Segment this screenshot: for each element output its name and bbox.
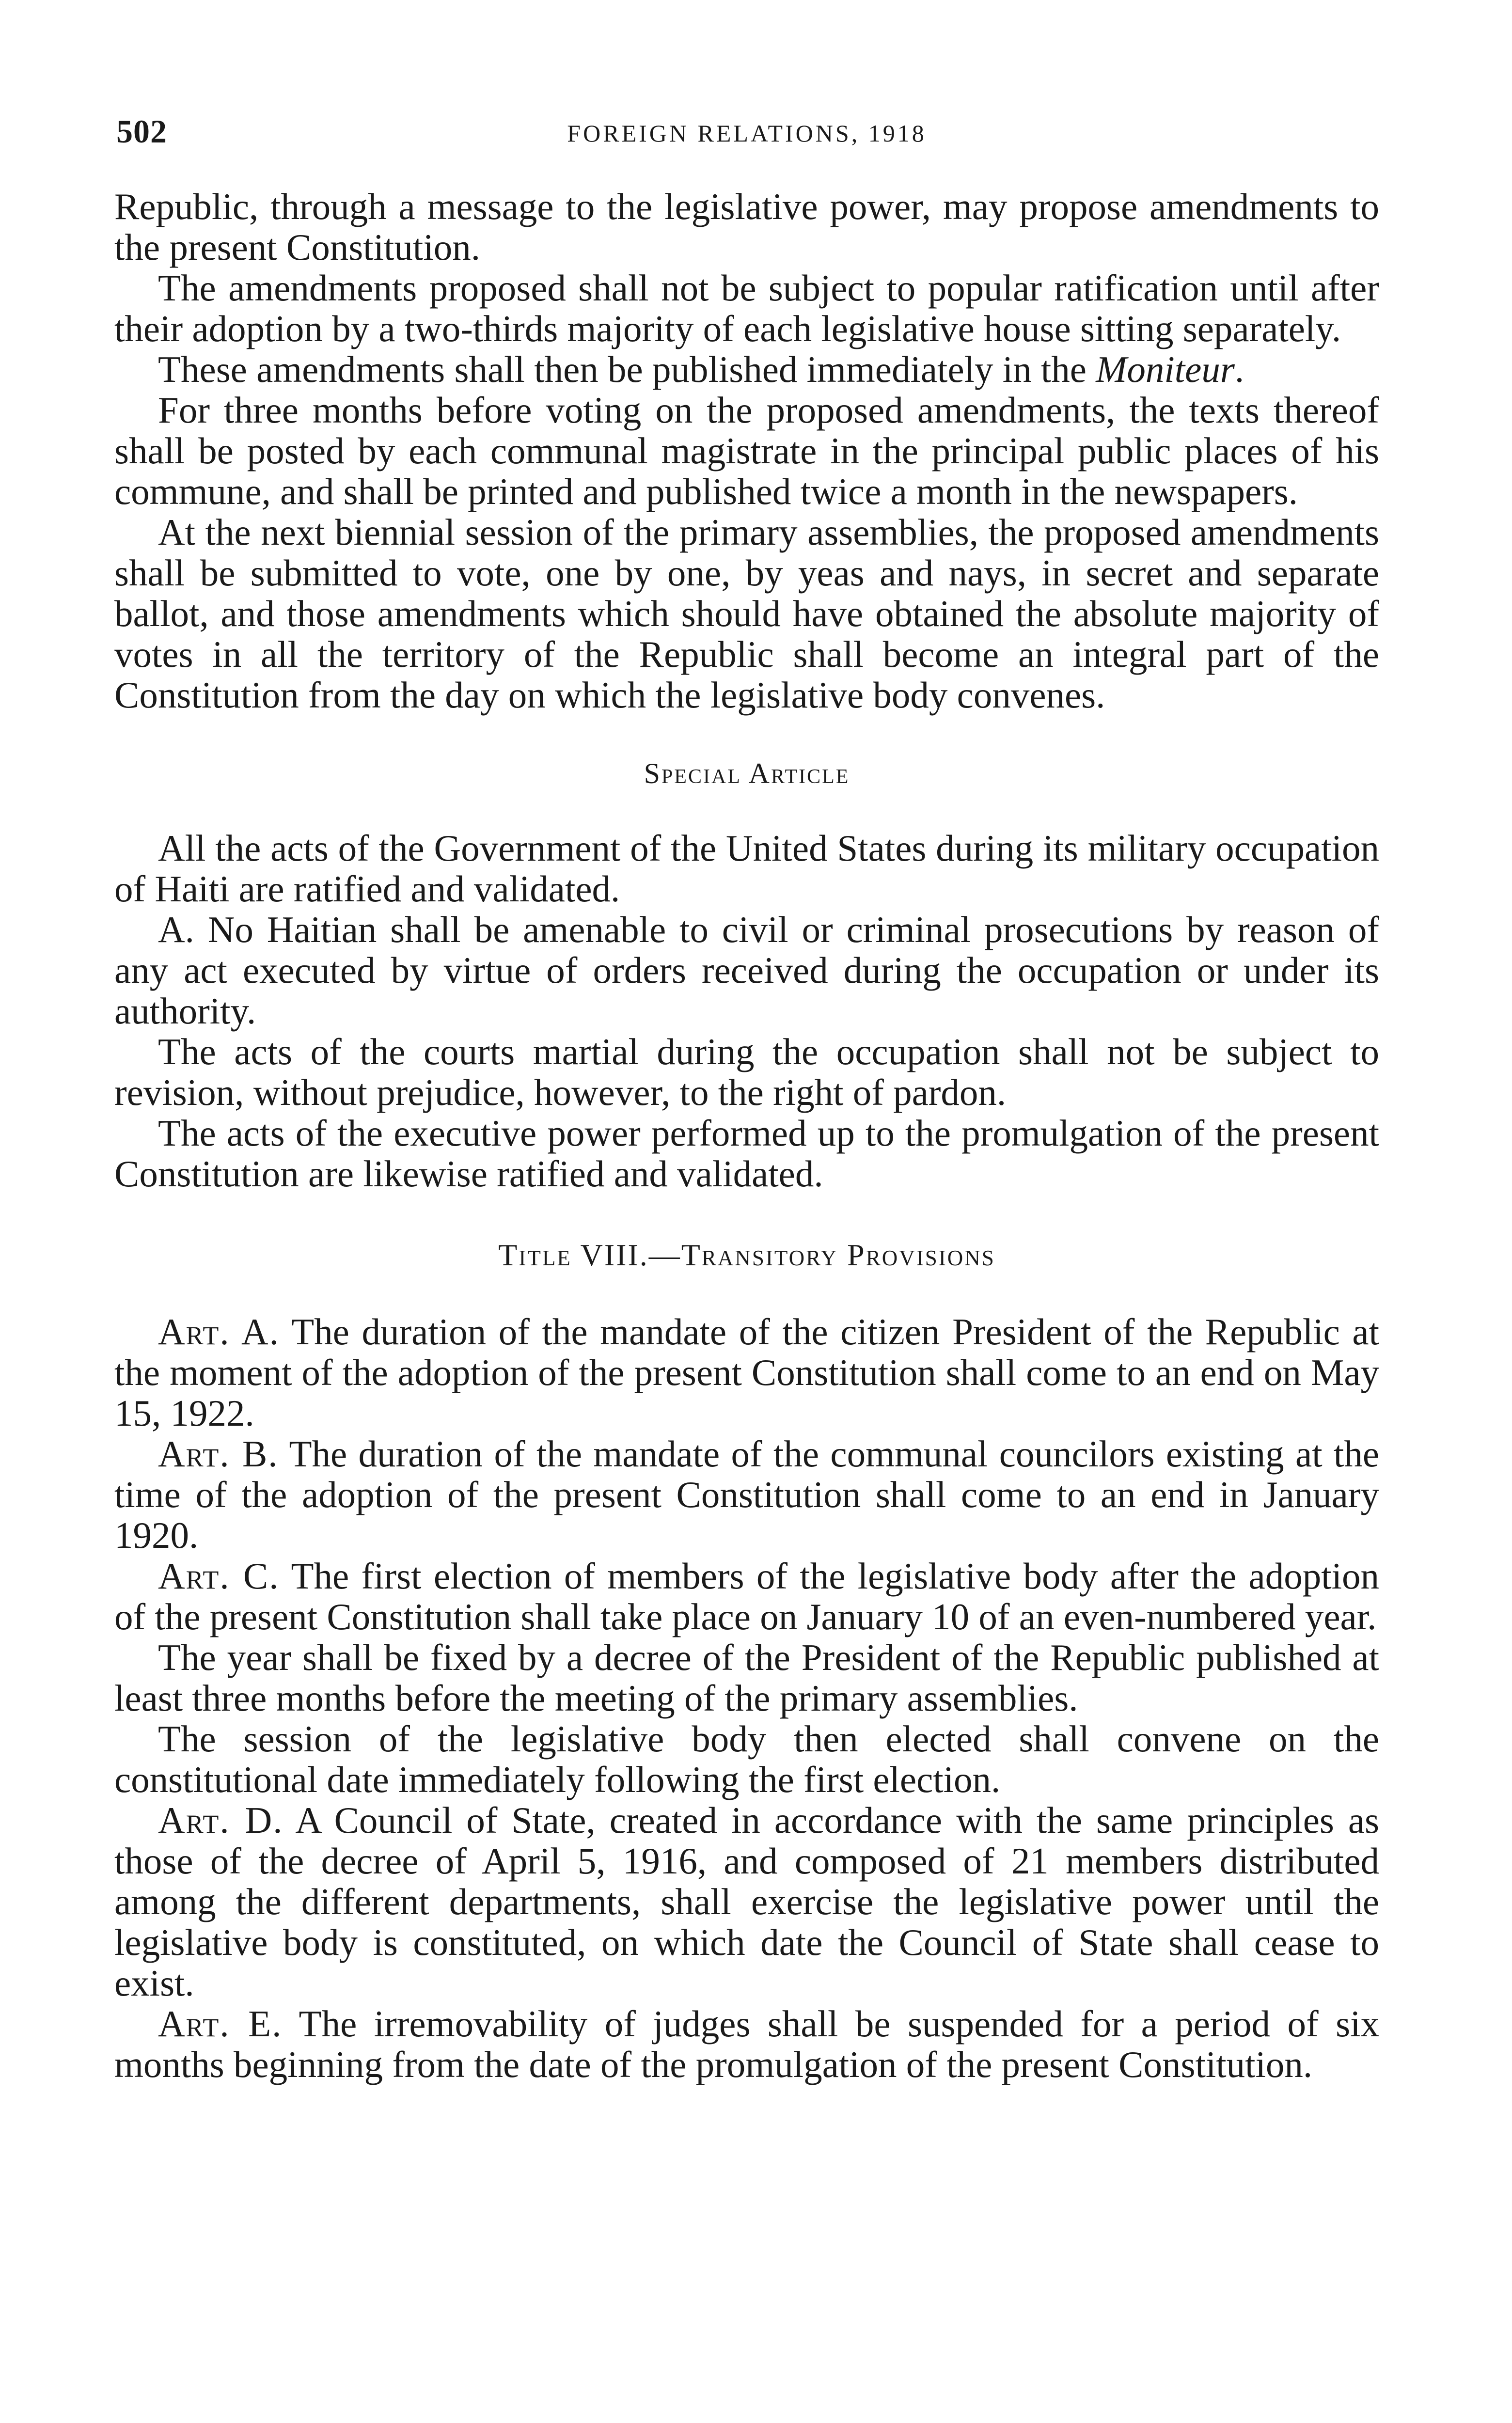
- paragraph-biennial-session: At the next biennial session of the primary assemblies, the proposed amendments shall be submitted to vote, one by one, by yeas and nays, in secret and separate ballot, and those amendments which should have obtained the absolute majority of votes in all the territory of the Republic shall become an integral part of the Constitution from the day on which the legislative body convenes.: [114, 511, 1379, 716]
- article-a-label: Art. A.: [158, 1311, 280, 1353]
- article-b: [114, 1433, 1379, 1556]
- article-c-paragraph-2: The year shall be fixed by a decree of the President of the Republic published at least three months before the meeting of the primary assemblies.: [114, 1636, 1379, 1719]
- article-c: [114, 1556, 1379, 1637]
- article-c-paragraph-3: The session of the legislative body then elected shall convene on the constitutional date immediately following the first election.: [114, 1718, 1379, 1800]
- body-text: [114, 186, 1379, 2085]
- article-e-text: The irremovability of judges shall be suspended for a period of six months beginning from the date of the promulgation of the present Constitution.: [114, 2003, 1379, 2085]
- article-e-label: Art. E.: [158, 2003, 283, 2045]
- article-a-text: The duration of the mandate of the citizen President of the Republic at the moment of the adoption of the present Constitution shall come to an end on May 15, 1922.: [114, 1311, 1380, 1434]
- special-article-heading: Special Article: [644, 757, 850, 789]
- paragraph-continued: Republic, through a message to the legislative power, may propose amendments to the present Constitution.: [114, 186, 1379, 268]
- article-e: [114, 2003, 1379, 2085]
- article-d: [114, 1800, 1379, 2003]
- moniteur-italic: Moniteur: [1096, 348, 1235, 390]
- article-c-text: The first election of members of the legislative body after the adoption of the present Constitution shall take place on January 10 of an even-numbered year.: [114, 1555, 1380, 1637]
- article-d-text: A Council of State, created in accordance with the same principles as those of the decree of April 5, 1916, and composed of 21 members distributed among the different departments, shall exercise the legislative power until the legislative body is constituted, on which date the Council of State shall cease to exist.: [114, 1799, 1379, 2004]
- special-article-paragraph: A. No Haitian shall be amenable to civil or criminal prosecutions by reason of any act executed by virtue of orders received during the occupation or under its authority.: [114, 909, 1379, 1032]
- title-viii-heading: Title VIII.—Transitory Provisions: [498, 1238, 995, 1272]
- article-d-label: Art. D.: [158, 1799, 284, 1841]
- paragraph-moniteur: [114, 349, 1379, 390]
- article-c-label: Art. C.: [158, 1555, 280, 1597]
- article-b-text: The duration of the mandate of the communal councilors existing at the time of the adoption of the present Constitution shall come to an end in January 1920.: [114, 1433, 1379, 1556]
- article-b-label: Art. B.: [158, 1433, 279, 1475]
- document-page: [114, 112, 1379, 2085]
- page-number: 502: [116, 113, 167, 150]
- paragraph-amendments-ratification: The amendments proposed shall not be subject to popular ratification until after their adoption by a two-thirds majority of each legislative house sitting separately.: [114, 267, 1379, 349]
- paragraph-posting: For three months before voting on the proposed amendments, the texts thereof shall be posted by each communal magistrate in the principal public places of his commune, and shall be printed and published twice a month in the newspapers.: [114, 389, 1379, 512]
- special-article-paragraph: The acts of the executive power performed up to the promulgation of the present Constitution are likewise ratified and validated.: [114, 1112, 1379, 1195]
- special-article-paragraph: All the acts of the Government of the United States during its military occupation of Haiti are ratified and validated.: [114, 827, 1379, 910]
- running-head: [114, 112, 1379, 166]
- moniteur-text-after: .: [1234, 348, 1244, 390]
- moniteur-text-before: These amendments shall then be published immediately in the: [158, 348, 1087, 390]
- header-title: FOREIGN RELATIONS, 1918: [567, 120, 927, 147]
- article-a: [114, 1311, 1379, 1433]
- special-article-paragraph: The acts of the courts martial during the occupation shall not be subject to revision, without prejudice, however, to the right of pardon.: [114, 1031, 1379, 1113]
